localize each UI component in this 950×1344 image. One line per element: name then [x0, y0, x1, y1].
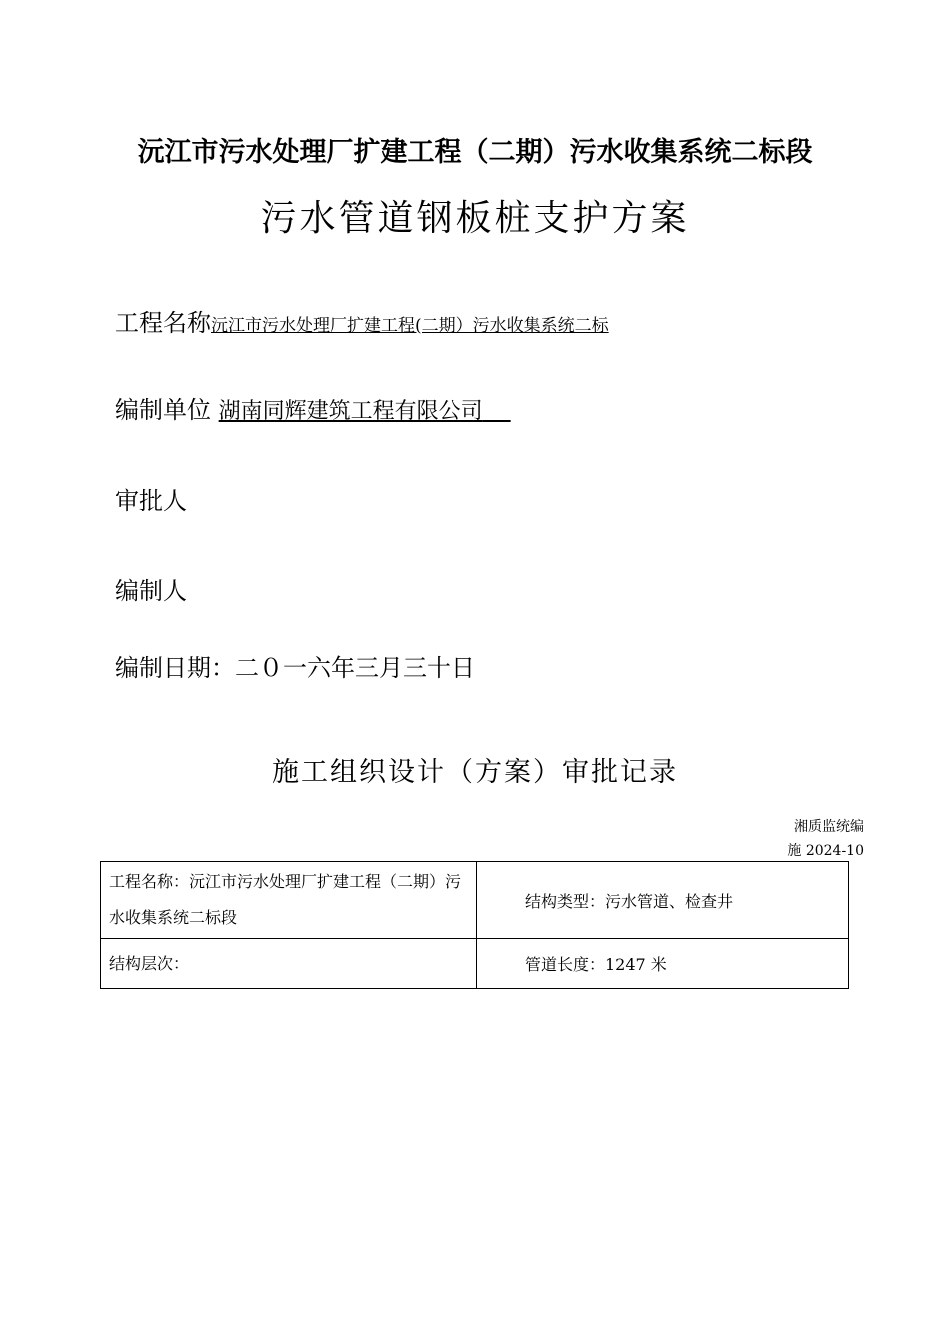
unit-field — [115, 390, 511, 425]
table-row — [101, 939, 849, 989]
approver-label: 审批人 — [115, 487, 187, 515]
project-name-value: 沅江市污水处理厂扩建工程(二期）污水收集系统二标 — [211, 316, 609, 336]
project-name-field — [115, 303, 609, 338]
pipe-length-cell: 管道长度：1247 米 — [477, 939, 849, 989]
approval-record-table — [100, 861, 849, 989]
table-row — [101, 862, 849, 939]
record-title: 施工组织设计（方案）审批记录 — [272, 757, 678, 788]
form-code-note: 湘质监统编 — [794, 819, 864, 835]
structure-level-cell: 结构层次： — [101, 939, 477, 989]
project-name-label: 工程名称 — [115, 309, 211, 337]
date-value: 二０一六年三月三十日 — [235, 654, 475, 682]
plan-title: 污水管道钢板桩支护方案 — [260, 198, 690, 239]
project-name-cell: 工程名称：沅江市污水处理厂扩建工程（二期）污水收集系统二标段 — [101, 862, 477, 939]
date-field — [115, 648, 475, 683]
unit-value: 湖南同辉建筑工程有限公司 — [218, 399, 483, 424]
compiler-label: 编制人 — [115, 577, 187, 605]
project-full-title: 沅江市污水处理厂扩建工程（二期）污水收集系统二标段 — [137, 137, 813, 168]
structure-type-cell: 结构类型：污水管道、检查井 — [477, 862, 849, 939]
date-label: 编制日期： — [115, 654, 235, 682]
form-number-note: 施 2024-10 — [787, 843, 864, 859]
unit-label: 编制单位 — [115, 396, 211, 424]
